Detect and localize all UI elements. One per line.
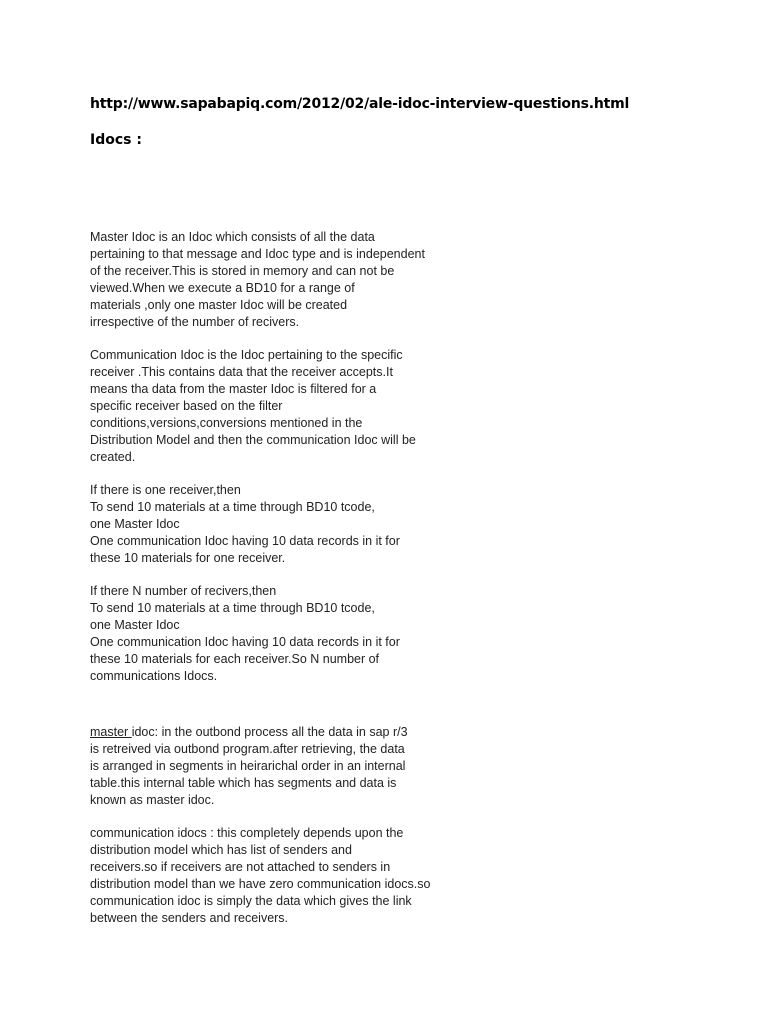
text-line: known as master idoc. [90,793,215,807]
text-line [90,724,408,741]
text-fragment: idoc: in the outbond process all the data in sap r/3 [131,725,408,739]
text-line: If there N number of recivers,then [90,584,277,598]
paragraph-master-idoc-outbound [90,724,408,809]
text-line: created. [90,450,136,464]
source-url[interactable]: http://www.sapabapiq.com/2012/02/ale-idoc-interview-questions.html [90,96,630,112]
text-line: One communication Idoc having 10 data records in it for [90,635,400,649]
text-line: materials ,only one master Idoc will be created [90,298,348,312]
text-line: means tha data from the master Idoc is filtered for a [90,382,377,396]
paragraph-one-receiver [90,482,400,567]
text-line: table.this internal table which has segments and data is [90,776,397,790]
text-line: receiver .This contains data that the receiver accepts.It [90,365,393,379]
underlined-term: master [90,725,132,739]
text-line: these 10 materials for each receiver.So N number of [90,652,380,666]
paragraph-communication-idoc [90,347,416,466]
text-line: Communication Idoc is the Idoc pertaining to the specific [90,348,403,362]
text-line: communication idocs : this completely depends upon the [90,826,404,840]
text-line: pertaining to that message and Idoc type and is independent [90,247,425,261]
text-line: viewed.When we execute a BD10 for a range of [90,281,355,295]
paragraph-master-idoc [90,229,425,331]
text-line: is arranged in segments in heirarichal order in an internal [90,759,406,773]
text-line: receivers.so if receivers are not attached to senders in [90,860,391,874]
text-line: of the receiver.This is stored in memory and can not be [90,264,395,278]
text-line: To send 10 materials at a time through BD10 tcode, [90,500,375,514]
text-line: specific receiver based on the filter [90,399,283,413]
text-line: communications Idocs. [90,669,218,683]
text-line: To send 10 materials at a time through BD10 tcode, [90,601,375,615]
section-heading: Idocs : [90,132,142,148]
text-line: One communication Idoc having 10 data records in it for [90,534,400,548]
text-line: distribution model than we have zero communication idocs.so [90,877,431,891]
text-line: these 10 materials for one receiver. [90,551,286,565]
text-line: conditions,versions,conversions mentioned in the [90,416,363,430]
text-line: If there is one receiver,then [90,483,241,497]
text-line: distribution model which has list of senders and [90,843,352,857]
text-line: communication idoc is simply the data which gives the link [90,894,412,908]
text-line: one Master Idoc [90,618,180,632]
text-line: between the senders and receivers. [90,911,289,925]
text-line: is retreived via outbond program.after retrieving, the data [90,742,405,756]
text-line: Master Idoc is an Idoc which consists of all the data [90,230,375,244]
text-line: Distribution Model and then the communication Idoc will be [90,433,416,447]
paragraph-n-receivers [90,583,400,685]
text-line: irrespective of the number of recivers. [90,315,300,329]
paragraph-communication-idocs-model [90,825,430,927]
text-line: one Master Idoc [90,517,180,531]
